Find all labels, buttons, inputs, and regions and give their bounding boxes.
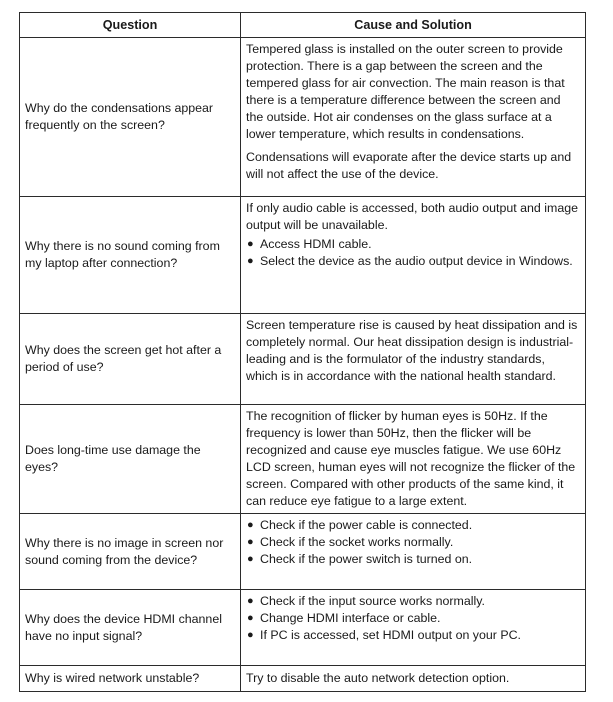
- answer-paragraph: The recognition of flicker by human eyes is 50Hz. If the frequency is lower than 50Hz, then the flicker will be recognized and cause eye muscles fatigue. We use 60Hz LCD screen, human eyes will not recognize the flicker of the screen. Compared with other products of the same kind, it can reduce eye fatigue to a large extent.: [246, 409, 576, 508]
- bullet-list: [246, 236, 580, 270]
- bullet-icon: ●: [247, 536, 254, 548]
- answer-cell: [241, 314, 586, 405]
- table-row: [20, 666, 586, 692]
- list-item: ● Check if the input source works normally.: [247, 594, 485, 608]
- list-item: ● If PC is accessed, set HDMI output on your PC.: [247, 628, 521, 642]
- answer-cell: [241, 197, 586, 314]
- list-item: ● Check if the socket works normally.: [247, 535, 454, 549]
- bullet-icon: ●: [247, 595, 254, 607]
- table-row: [20, 197, 586, 314]
- answer-cell: [241, 666, 586, 692]
- answer-cell: [241, 38, 586, 197]
- table-row: [20, 590, 586, 666]
- list-item: ● Access HDMI cable.: [247, 237, 372, 251]
- bullet-icon: ●: [247, 629, 254, 641]
- table-row: [20, 405, 586, 514]
- question-cell: Why there is no sound coming from my laptop after connection?: [20, 197, 241, 314]
- question-cell: Why does the screen get hot after a period of use?: [20, 314, 241, 405]
- bullet-icon: ●: [247, 255, 254, 267]
- answer-paragraph: If only audio cable is accessed, both audio output and image output will be unavailable.: [246, 201, 579, 232]
- answer-cell: [241, 590, 586, 666]
- table-row: [20, 38, 586, 197]
- answer-paragraph: Condensations will evaporate after the device starts up and will not affect the use of the device.: [246, 150, 572, 181]
- list-item: ● Change HDMI interface or cable.: [247, 611, 441, 625]
- list-item: ● Check if the power switch is turned on.: [247, 552, 473, 566]
- question-cell: Why is wired network unstable?: [20, 666, 241, 692]
- bullet-icon: ●: [247, 553, 254, 565]
- question-cell: Does long-time use damage the eyes?: [20, 405, 241, 514]
- bullet-icon: ●: [247, 519, 254, 531]
- bullet-list: [246, 593, 580, 644]
- answer-paragraph: Tempered glass is installed on the outer screen to provide protection. There is a gap between the screen and the tempered glass for air convection. The main reason is that there is a temperature difference between the screen and the outside. Hot air condenses on the glass surface at a lower temperature, which results in condensations.: [246, 42, 565, 141]
- answer-cell: [241, 514, 586, 590]
- table-row: [20, 314, 586, 405]
- question-cell: Why do the condensations appear frequently on the screen?: [20, 38, 241, 197]
- table-row: [20, 514, 586, 590]
- answer-column-header: Cause and Solution: [241, 13, 586, 38]
- table-header-row: [20, 13, 586, 38]
- answer-paragraph: Try to disable the auto network detection option.: [246, 671, 510, 685]
- bullet-icon: ●: [247, 612, 254, 624]
- answer-paragraph: Screen temperature rise is caused by heat dissipation and is completely normal. Our heat dissipation design is industrial-leading and is the formulator of the industry standards, which is in accordance with the national health standard.: [246, 318, 578, 383]
- question-cell: Why there is no image in screen nor sound coming from the device?: [20, 514, 241, 590]
- list-item: ● Select the device as the audio output device in Windows.: [247, 254, 573, 268]
- question-column-header: Question: [20, 13, 241, 38]
- bullet-list: [246, 517, 580, 568]
- faq-table: [19, 12, 586, 692]
- list-item: ● Check if the power cable is connected.: [247, 518, 473, 532]
- answer-cell: [241, 405, 586, 514]
- question-cell: Why does the device HDMI channel have no input signal?: [20, 590, 241, 666]
- bullet-icon: ●: [247, 238, 254, 250]
